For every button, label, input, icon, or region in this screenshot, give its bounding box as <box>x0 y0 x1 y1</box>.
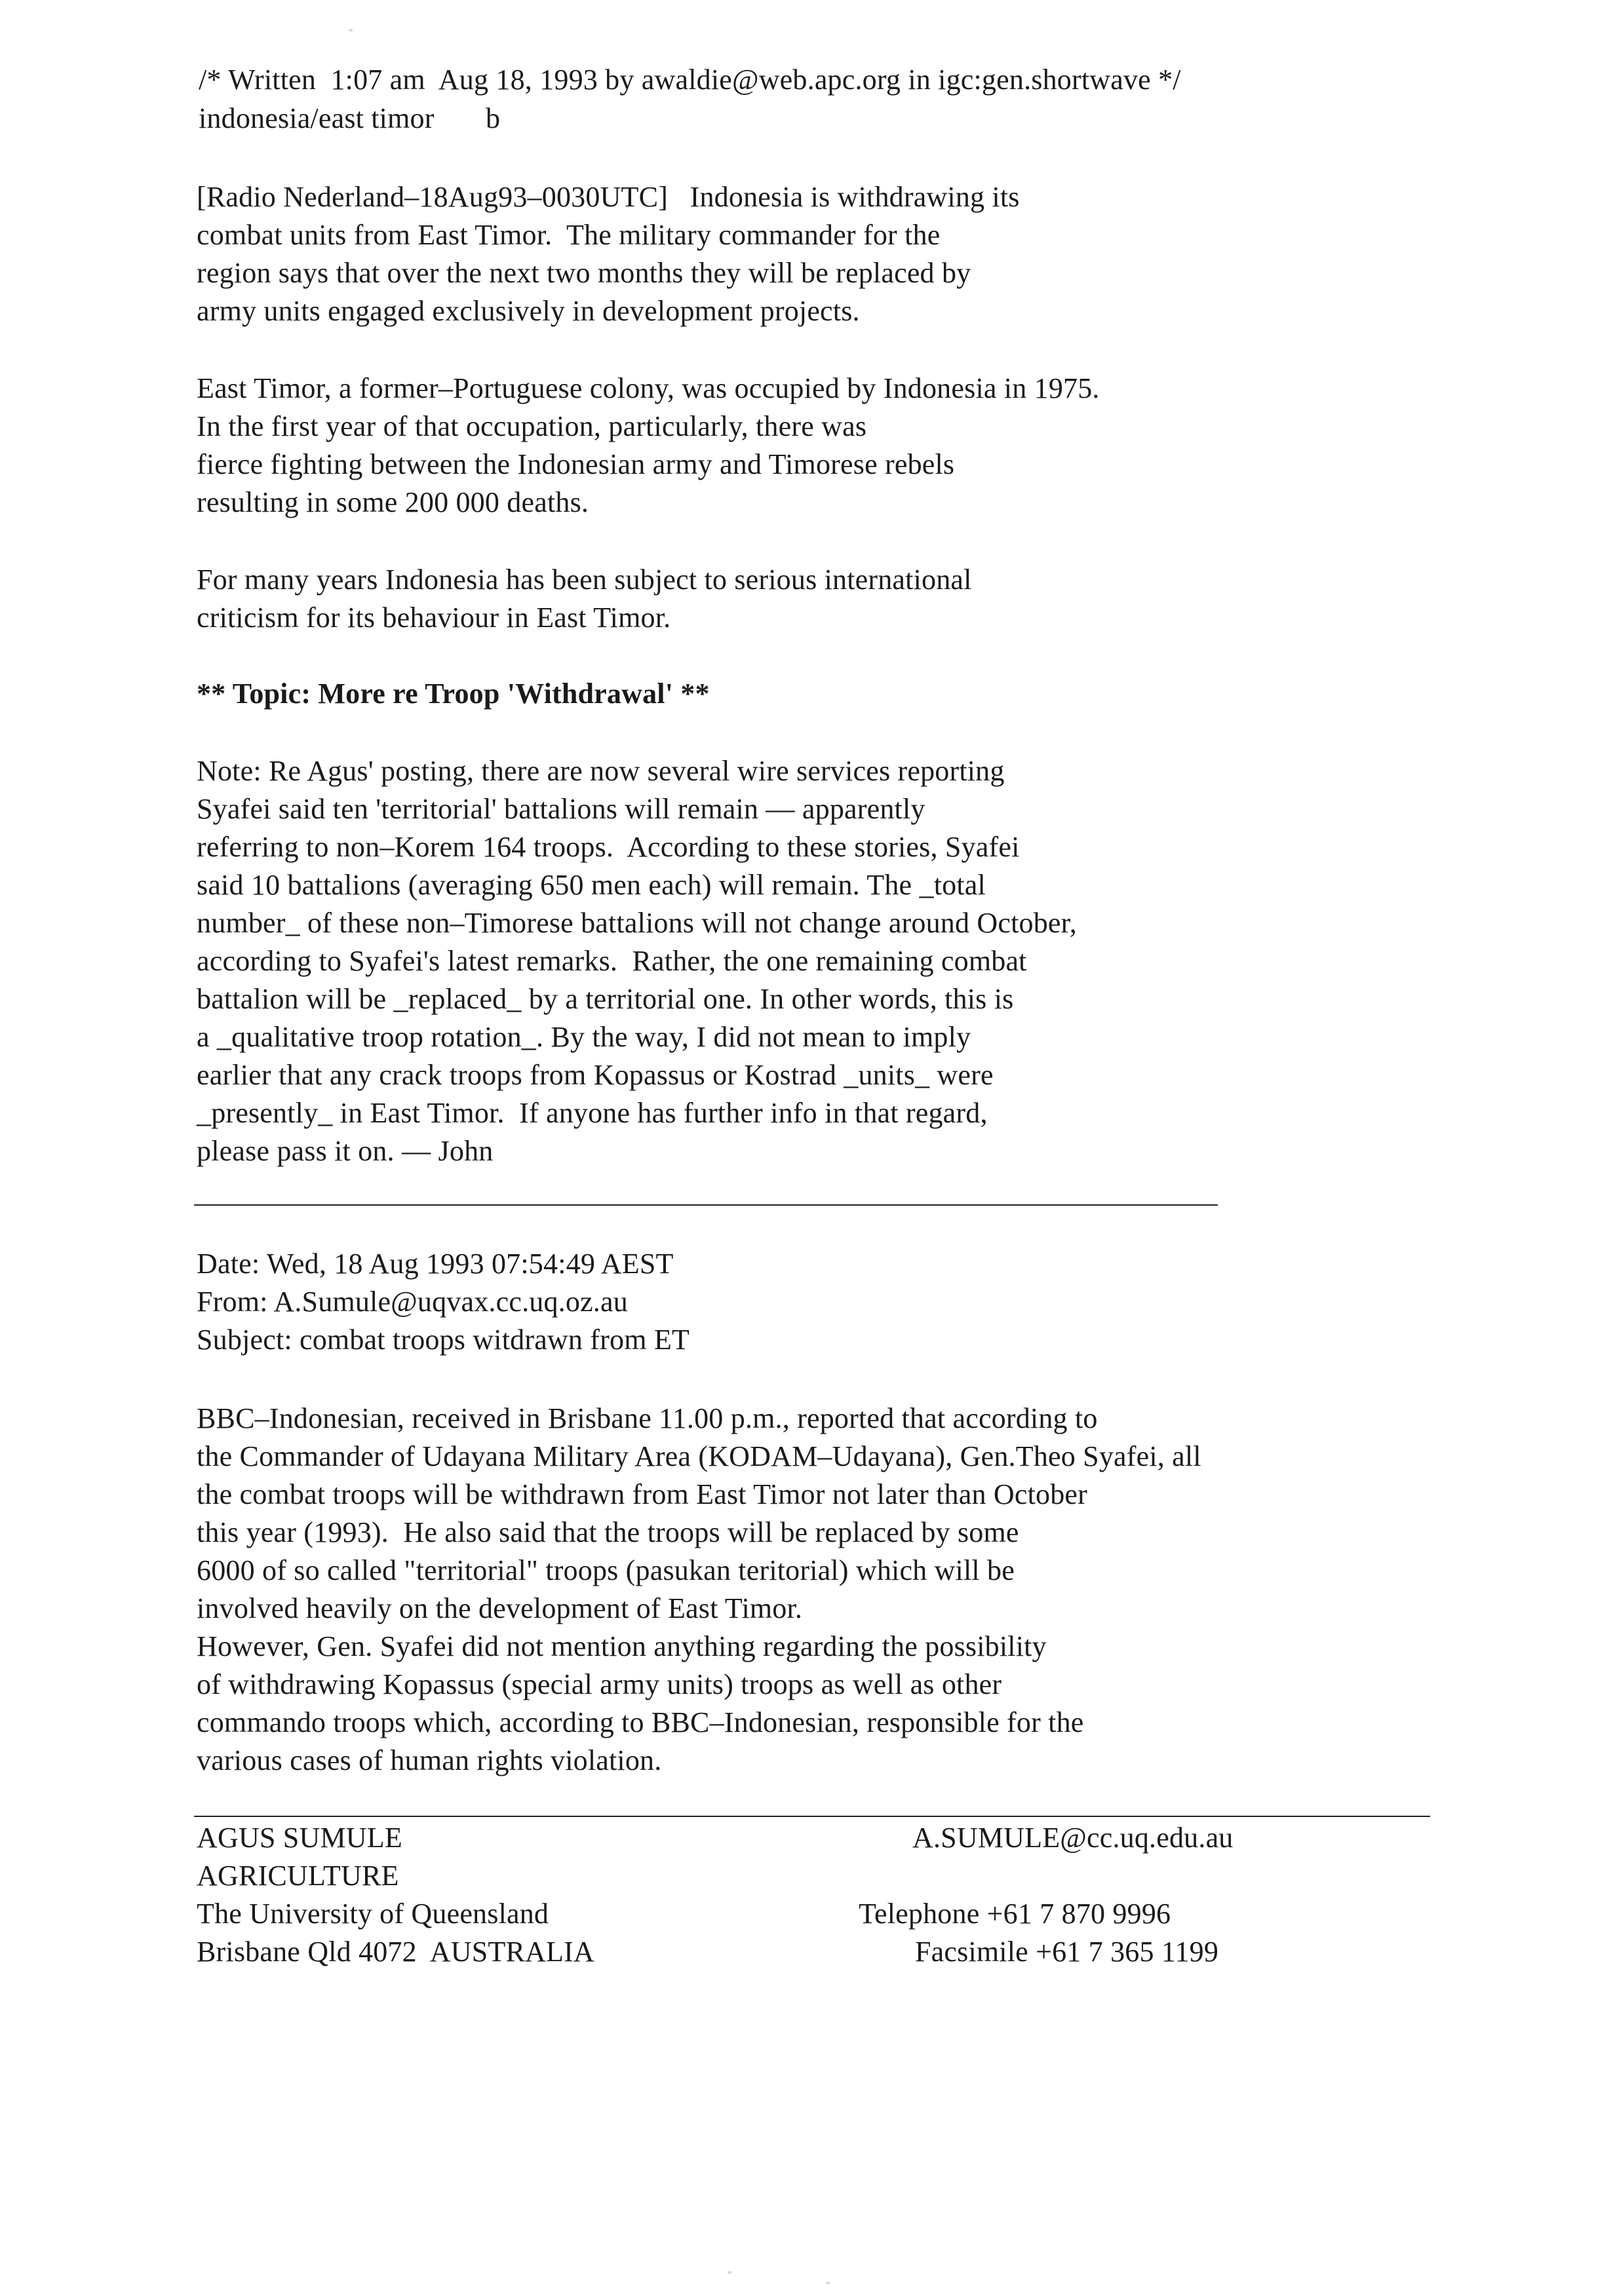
text-line: army units engaged exclusively in development projects. <box>197 295 860 327</box>
text-line: fierce fighting between the Indonesian army and Timorese rebels <box>197 448 955 480</box>
text-line: involved heavily on the development of East Timor. <box>197 1592 803 1624</box>
scan-speck <box>728 2271 731 2274</box>
text-line: However, Gen. Syafei did not mention anything regarding the possibility <box>197 1630 1047 1662</box>
text-line: please pass it on. –– John <box>197 1135 494 1167</box>
text-line: of withdrawing Kopassus (special army units) troops as well as other <box>197 1668 1002 1700</box>
text-line: For many years Indonesia has been subject to serious international <box>197 564 972 596</box>
divider-line <box>194 1204 1218 1206</box>
text-line: number_ of these non–Timorese battalions will not change around October, <box>197 907 1077 939</box>
text-line: this year (1993). He also said that the troops will be replaced by some <box>197 1516 1019 1548</box>
signature-university: The University of Queensland <box>197 1898 549 1930</box>
signature-fax: Facsimile +61 7 365 1199 <box>915 1936 1219 1968</box>
text-line: East Timor, a former–Portuguese colony, was occupied by Indonesia in 1975. <box>197 372 1100 404</box>
text-line: region says that over the next two months they will be replaced by <box>197 257 971 289</box>
text-line: In the first year of that occupation, particularly, there was <box>197 410 867 442</box>
signature-address: Brisbane Qld 4072 AUSTRALIA <box>197 1936 594 1968</box>
post-topic-line: indonesia/east timor b <box>199 102 501 134</box>
text-line: 6000 of so called "territorial" troops (pasukan teritorial) which will be <box>197 1554 1015 1586</box>
text-line: various cases of human rights violation. <box>197 1744 662 1776</box>
post-header-line: /* Written 1:07 am Aug 18, 1993 by awaldie@web.apc.org in igc:gen.shortwave */ <box>199 64 1181 96</box>
email-subject: Subject: combat troops witdrawn from ET <box>197 1324 690 1356</box>
signature-phone: Telephone +61 7 870 9996 <box>859 1898 1171 1930</box>
signature-name: AGUS SUMULE <box>197 1822 402 1854</box>
text-line: the combat troops will be withdrawn from East Timor not later than October <box>197 1478 1087 1510</box>
text-line: resulting in some 200 000 deaths. <box>197 486 589 518</box>
text-line: the Commander of Udayana Military Area (KODAM–Udayana), Gen.Theo Syafei, all <box>197 1440 1201 1472</box>
text-line: said 10 battalions (averaging 650 men each) will remain. The _total <box>197 869 986 901</box>
signature-email: A.SUMULE@cc.uq.edu.au <box>912 1822 1234 1854</box>
text-line: earlier that any crack troops from Kopassus or Kostrad _units_ were <box>197 1059 994 1091</box>
signature-department: AGRICULTURE <box>197 1860 399 1892</box>
text-line: _presently_ in East Timor. If anyone has further info in that regard, <box>197 1097 988 1129</box>
email-date: Date: Wed, 18 Aug 1993 07:54:49 AEST <box>197 1248 674 1280</box>
text-line: BBC–Indonesian, received in Brisbane 11.00 p.m., reported that according to <box>197 1402 1098 1434</box>
text-line: commando troops which, according to BBC–Indonesian, responsible for the <box>197 1706 1084 1738</box>
signature-divider <box>194 1816 1430 1817</box>
scan-speck <box>349 29 353 31</box>
topic-heading: ** Topic: More re Troop 'Withdrawal' ** <box>197 678 710 710</box>
text-line: Syafei said ten 'territorial' battalions will remain –– apparently <box>197 793 925 825</box>
text-line: battalion will be _replaced_ by a territorial one. In other words, this is <box>197 983 1014 1015</box>
scan-speck <box>826 2282 830 2284</box>
text-line: Note: Re Agus' posting, there are now several wire services reporting <box>197 755 1005 787</box>
email-from: From: A.Sumule@uqvax.cc.uq.oz.au <box>197 1286 628 1318</box>
text-line: a _qualitative troop rotation_. By the way, I did not mean to imply <box>197 1021 971 1053</box>
text-line: criticism for its behaviour in East Timor. <box>197 602 671 634</box>
text-line: referring to non–Korem 164 troops. According to these stories, Syafei <box>197 831 1020 863</box>
text-line: combat units from East Timor. The military commander for the <box>197 219 941 251</box>
text-line: according to Syafei's latest remarks. Rather, the one remaining combat <box>197 945 1027 977</box>
text-line: [Radio Nederland–18Aug93–0030UTC] Indonesia is withdrawing its <box>197 181 1020 213</box>
